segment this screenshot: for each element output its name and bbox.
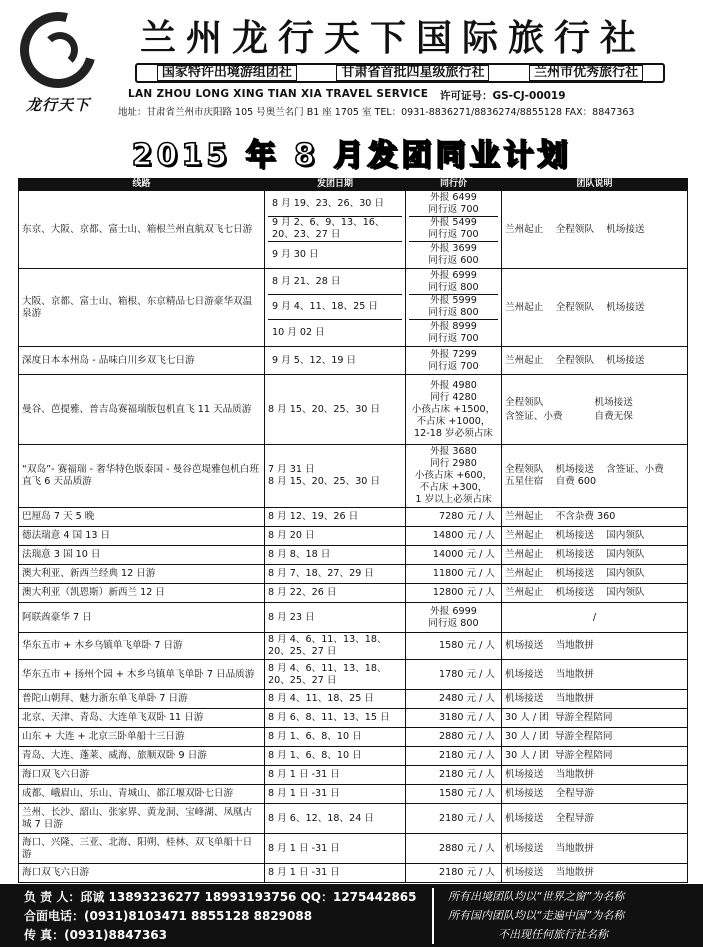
price-line: 12-18 岁必须占床 (414, 427, 493, 439)
price-entry (409, 242, 498, 267)
date-entry: 7 月 31 日 (268, 464, 315, 476)
price-cell (406, 347, 502, 375)
price-line: 外报 6999 (430, 270, 477, 282)
itinerary-table (18, 178, 688, 883)
dates-cell: 8 月 1 日 -31 日 (265, 766, 406, 785)
notes-cell: 兰州起止 机场接送 国内领队 (502, 527, 688, 546)
route-cell: 澳大利亚、新西兰经典 12 日游 (19, 565, 265, 584)
notes-cell: 兰州起止 全程领队 机场接送 (502, 269, 688, 347)
table-row (19, 508, 688, 527)
dates-cell: 8 月 4、11、18、25 日 (265, 690, 406, 709)
notes-cell: 兰州起止 全程领队 机场接送 (502, 347, 688, 375)
table-row (19, 269, 688, 347)
table-row (19, 864, 688, 883)
price-line: 外报 4980 (430, 379, 477, 391)
price-entry (409, 270, 498, 295)
address-line: 地址：甘肃省兰州市庆阳路 105 号奥兰名门 B1 座 1705 室 TEL：0931-8836271/8836274/8855128 FAX：8847363 (118, 107, 635, 118)
notes-cell: 30 人 / 团 导游全程陪同 (502, 747, 688, 766)
price-line: 不占床 +300， (419, 482, 488, 494)
date-entry: 8 月 19、23、26、30 日 (268, 192, 402, 217)
dates-cell (265, 191, 406, 269)
price-cell: 1580 元 / 人 (406, 633, 502, 660)
price-cell: 2480 元 / 人 (406, 690, 502, 709)
price-cell (406, 269, 502, 347)
route-cell: 曼谷、芭提雅、普吉岛赛福瑞版包机直飞 11 天品质游 (19, 375, 265, 445)
price-line: 外报 3699 (430, 242, 477, 254)
route-cell: 北京、天津、青岛、大连单飞双卧 11 日游 (19, 709, 265, 728)
table-row (19, 191, 688, 269)
price-cell: 14800 元 / 人 (406, 527, 502, 546)
price-cell: 2180 元 / 人 (406, 747, 502, 766)
date-entry: 9 月 5、12、19 日 (272, 354, 357, 366)
route-cell: 兰州、长沙、韶山、张家界、黄龙洞、宝峰湖、凤凰古城 7 日游 (19, 804, 265, 834)
note-item: 含签证、小费 (505, 410, 563, 422)
table-row (19, 584, 688, 603)
contact-phone: 合面电话：(0931)8103471 8855128 8829088 (24, 909, 313, 923)
dates-cell: 8 月 4、6、11、13、18、20、25、27 日 (265, 633, 406, 660)
notes-cell (502, 375, 688, 445)
date-entry: 9 月 30 日 (272, 248, 319, 260)
notes-cell: 机场接送 当地散拼 (502, 633, 688, 660)
table-row (19, 766, 688, 785)
dates-cell: 8 月 22、26 日 (265, 584, 406, 603)
table-row (19, 690, 688, 709)
notes-cell: 机场接送 全程导游 (502, 785, 688, 804)
letterhead (0, 0, 703, 120)
table-row (19, 546, 688, 565)
dates-cell: 8 月 15、20、25、30 日 (265, 375, 406, 445)
price-line: 小孩占床 +600， (414, 470, 493, 482)
route-cell: 巴厘岛 7 天 5 晚 (19, 508, 265, 527)
price-line: 同行返 800 (428, 282, 479, 294)
dates-cell (265, 347, 406, 375)
price-line: 外报 8999 (430, 320, 477, 332)
table-row (19, 785, 688, 804)
price-entry (409, 217, 498, 242)
price-cell (406, 191, 502, 269)
price-line: 外报 6499 (430, 192, 477, 204)
dates-cell: 8 月 6、12、18、24 日 (265, 804, 406, 834)
table-header-row (19, 179, 688, 191)
price-entry (409, 295, 498, 320)
notice: 不出现任何旅行社名称 (498, 928, 608, 941)
table-row (19, 747, 688, 766)
contact-person: 负 责 人：邱诚 13893236277 18993193756 QQ：1275442865 (24, 890, 417, 904)
column-header-dates: 发团日期 (265, 179, 406, 191)
note-item: 自费无保 (594, 410, 633, 422)
route-cell: 阿联酋豪华 7 日 (19, 603, 265, 633)
dates-cell: 8 月 12、19、26 日 (265, 508, 406, 527)
price-cell: 1580 元 / 人 (406, 785, 502, 804)
route-cell: 东京、大阪、京都、富士山、箱根兰州直航双飞七日游 (19, 191, 265, 269)
tagline: 兰州市优秀旅行社 (529, 65, 643, 81)
notes-cell: 机场接送 当地散拼 (502, 660, 688, 690)
price-line: 同行返 600 (428, 254, 479, 266)
route-cell: 深度日本本州岛 - 品味白川乡双飞七日游 (19, 347, 265, 375)
price-line: 小孩占床 +1500， (411, 403, 496, 415)
table-row (19, 347, 688, 375)
notes-cell: 兰州起止 机场接送 国内领队 (502, 565, 688, 584)
tagline: 甘肃省首批四星级旅行社 (336, 65, 489, 81)
price-line: 1 岁以上必须占床 (415, 494, 492, 506)
date-entry: 10 月 02 日 (272, 326, 325, 338)
group-name-notices (448, 887, 624, 944)
route-cell: 法瑞意 3 国 10 日 (19, 546, 265, 565)
table-row (19, 445, 688, 508)
price-cell: 7280 元 / 人 (406, 508, 502, 527)
dates-cell: 8 月 6、8、11、13、15 日 (265, 709, 406, 728)
dates-cell: 8 月 4、6、11、13、18、20、25、27 日 (265, 660, 406, 690)
price-line: 同行返 700 (428, 204, 479, 216)
dragon-logo-icon (14, 10, 114, 114)
route-cell: 海口双飞六日游 (19, 864, 265, 883)
dates-cell (265, 269, 406, 347)
dates-cell (265, 445, 406, 508)
note-item: 机场接送 (594, 396, 633, 408)
price-cell: 3180 元 / 人 (406, 709, 502, 728)
notes-cell: 30 人 / 团 导游全程陪同 (502, 728, 688, 747)
note-item: 全程领队 (505, 396, 544, 408)
price-line: 外报 3680 (430, 446, 477, 458)
price-cell (406, 375, 502, 445)
dates-cell: 8 月 1 日 -31 日 (265, 785, 406, 804)
footer-divider (432, 888, 434, 944)
date-entry: 8 月 15、20、25、30 日 (268, 476, 381, 488)
note-item: 全程领队 机场接送 含签证、小费 (505, 464, 664, 476)
table-row (19, 709, 688, 728)
price-cell: 2180 元 / 人 (406, 804, 502, 834)
price-line: 同行返 700 (428, 229, 479, 241)
route-cell: 青岛、大连、蓬莱、威海、旅顺双卧 9 日游 (19, 747, 265, 766)
price-cell: 2180 元 / 人 (406, 864, 502, 883)
route-cell: 华东五市 + 木乡乌镇单飞单卧 7 日游 (19, 633, 265, 660)
column-header-route: 线路 (19, 179, 265, 191)
table-row (19, 633, 688, 660)
price-line: 外报 7299 (430, 348, 477, 360)
route-cell: 德法瑞意 4 国 13 日 (19, 527, 265, 546)
price-cell: 外报 6999 同行返 800 (406, 603, 502, 633)
table-row (19, 565, 688, 584)
notes-cell: 兰州起止 全程领队 机场接送 (502, 191, 688, 269)
table-row (19, 375, 688, 445)
notes-cell (502, 445, 688, 508)
notes-cell: 机场接送 当地散拼 (502, 690, 688, 709)
notes-cell: / (502, 603, 688, 633)
dates-cell: 8 月 8、18 日 (265, 546, 406, 565)
notes-cell: 机场接送 全程导游 (502, 804, 688, 834)
notes-cell: 兰州起止 不含杂费 360 (502, 508, 688, 527)
price-line: 外报 5499 (430, 217, 477, 229)
license-number: 许可证号：GS-CJ-00019 (440, 90, 566, 102)
dates-cell: 8 月 23 日 (265, 603, 406, 633)
route-cell: 澳大利亚（凯恩斯）新西兰 12 日 (19, 584, 265, 603)
price-cell: 1780 元 / 人 (406, 660, 502, 690)
company-name: 兰州龙行天下国际旅行社 (140, 17, 647, 59)
dates-cell: 8 月 1 日 -31 日 (265, 834, 406, 864)
table-row (19, 834, 688, 864)
price-line: 同行返 700 (428, 360, 479, 372)
route-cell: 华东五市 + 扬州个园 + 木乡乌镇单飞单卧 7 日品质游 (19, 660, 265, 690)
price-entry (409, 320, 498, 345)
english-company-name: LAN ZHOU LONG XING TIAN XIA TRAVEL SERVICE (128, 88, 429, 100)
table-row (19, 660, 688, 690)
price-line: 外报 5999 (430, 295, 477, 307)
price-entry (409, 348, 498, 373)
route-cell: 大阪、京都、富士山、箱根、东京精品七日游豪华双温泉游 (19, 269, 265, 347)
price-line: 不占床 +1000， (416, 415, 491, 427)
contact-info (24, 888, 416, 945)
table-row (19, 728, 688, 747)
plan-title: 2015 年 8 月发团同业计划 (131, 138, 572, 173)
notes-cell: 机场接送 当地散拼 (502, 864, 688, 883)
price-cell: 11800 元 / 人 (406, 565, 502, 584)
footer-bar (0, 884, 703, 947)
notes-cell: 机场接送 当地散拼 (502, 766, 688, 785)
dates-cell: 8 月 1 日 -31 日 (265, 864, 406, 883)
route-cell: 山东 + 大连 + 北京三卧单船十三日游 (19, 728, 265, 747)
note-item: 五星住宿 自费 600 (505, 476, 597, 488)
route-cell: 海口双飞六日游 (19, 766, 265, 785)
price-line: 同行 4280 (430, 391, 477, 403)
price-cell: 2880 元 / 人 (406, 728, 502, 747)
table-row (19, 603, 688, 633)
notice: 所有出境团队均以“世界之窗”为名称 (448, 890, 625, 903)
price-cell: 14000 元 / 人 (406, 546, 502, 565)
tagline: 国家特许出境游组团社 (157, 65, 297, 81)
date-entry: 9 月 4、11、18、25 日 (268, 295, 402, 320)
dates-cell: 8 月 20 日 (265, 527, 406, 546)
route-cell: 成都、峨眉山、乐山、青城山、都江堰双卧七日游 (19, 785, 265, 804)
table-row (19, 527, 688, 546)
notes-cell: 30 人 / 团 导游全程陪同 (502, 709, 688, 728)
price-entry (409, 192, 498, 217)
dates-cell: 8 月 7、18、27、29 日 (265, 565, 406, 584)
tagline-bar (135, 63, 665, 83)
table-row (19, 804, 688, 834)
price-cell: 12800 元 / 人 (406, 584, 502, 603)
price-cell: 2880 元 / 人 (406, 834, 502, 864)
date-entry: 8 月 21、28 日 (268, 270, 402, 295)
price-line: 同行返 800 (428, 307, 479, 319)
route-cell: “双岛”- 赛福瑞 - 奢华特色版泰国 - 曼谷芭堤雅包机白班直飞 6 天品质游 (19, 445, 265, 508)
date-entry: 9 月 2、6、9、13、16、20、23、27 日 (268, 217, 402, 242)
notes-cell: 兰州起止 机场接送 国内领队 (502, 584, 688, 603)
dates-cell: 8 月 1、6、8、10 日 (265, 747, 406, 766)
route-cell: 海口、兴隆、三亚、北海、阳朔、桂林、双飞单船十日游 (19, 834, 265, 864)
price-cell (406, 445, 502, 508)
notes-cell: 兰州起止 机场接送 国内领队 (502, 546, 688, 565)
contact-fax: 传 真：(0931)8847363 (24, 928, 167, 942)
logo-text: 龙行天下 (26, 96, 91, 114)
notice: 所有国内团队均以“走遍中国”为名称 (448, 909, 625, 922)
column-header-notes: 团队说明 (502, 179, 688, 191)
price-line: 同行 2980 (430, 458, 477, 470)
notes-grid (505, 397, 684, 423)
notes-cell: 机场接送 当地散拼 (502, 834, 688, 864)
dates-cell: 8 月 1、6、8、10 日 (265, 728, 406, 747)
route-cell: 普陀山朝拜、魅力浙东单飞单卧 7 日游 (19, 690, 265, 709)
price-cell: 2180 元 / 人 (406, 766, 502, 785)
column-header-price: 同行价 (406, 179, 502, 191)
price-line: 同行返 700 (428, 332, 479, 344)
